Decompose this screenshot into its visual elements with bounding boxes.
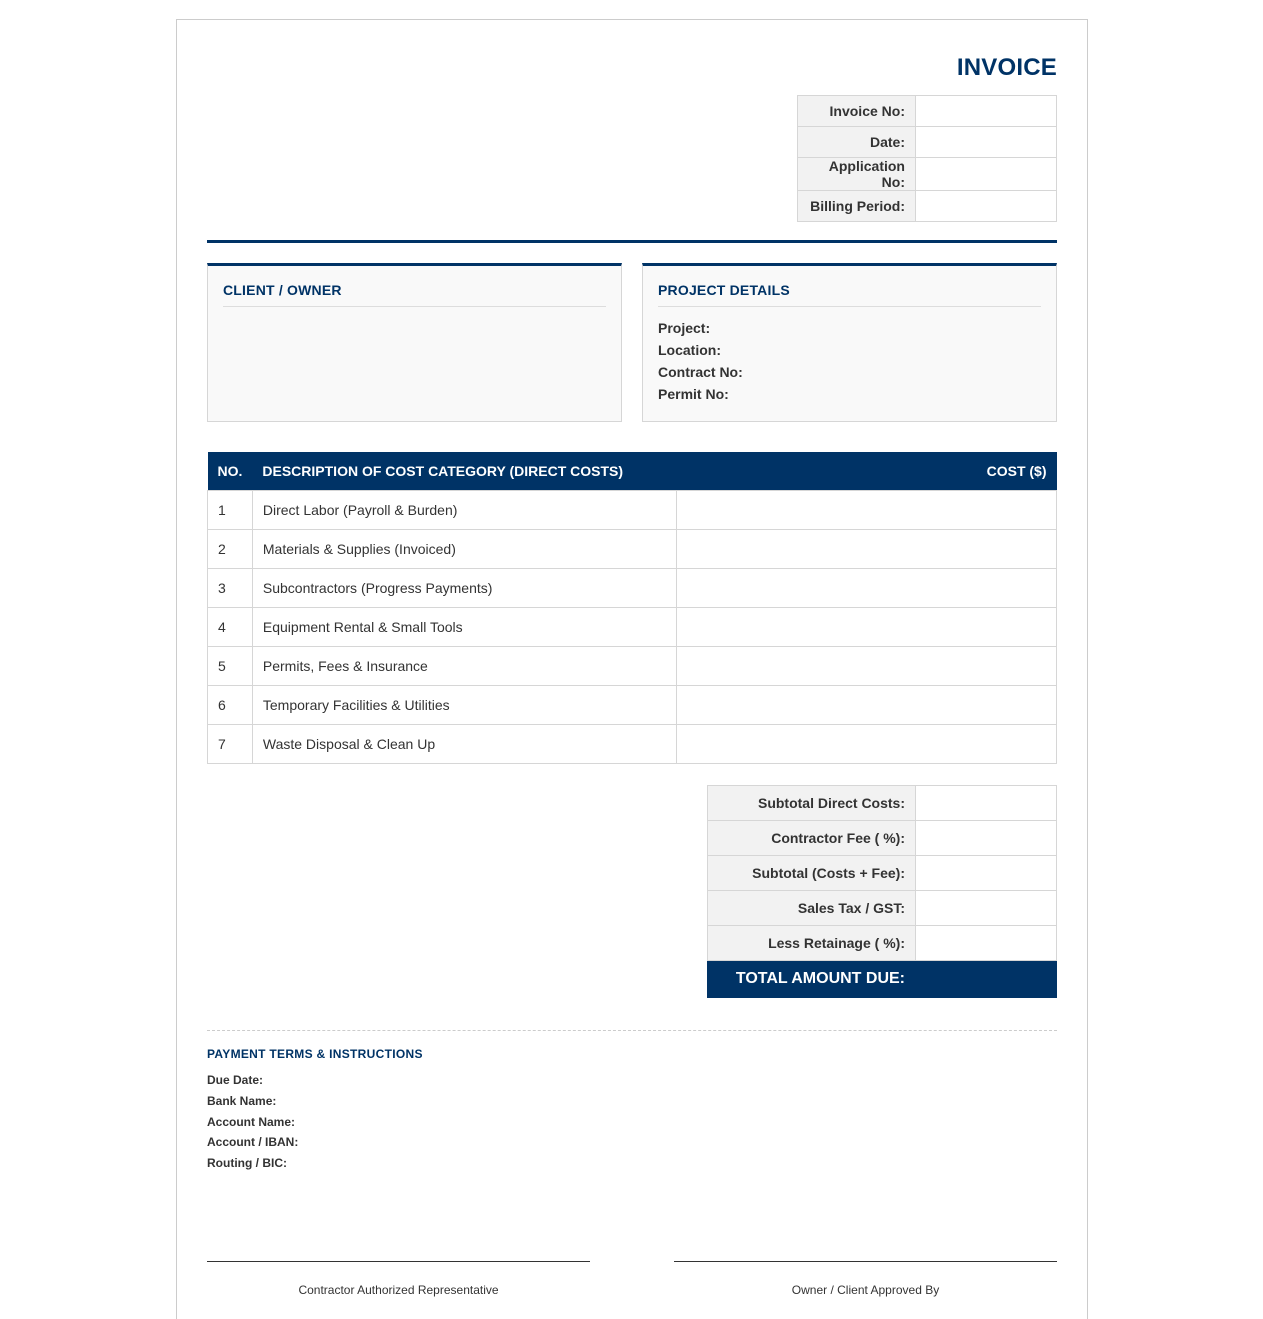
totals-label: Sales Tax / GST: (708, 891, 916, 926)
row-number: 2 (208, 529, 253, 568)
invoice-no-field[interactable] (916, 96, 1057, 127)
payment-terms-heading: PAYMENT TERMS & INSTRUCTIONS (207, 1047, 423, 1061)
contractor-signature-line[interactable] (207, 1261, 590, 1297)
totals-row-retainage (708, 926, 1057, 961)
subtotal-direct-costs-field[interactable] (916, 786, 1057, 821)
date-field[interactable] (916, 127, 1057, 158)
table-row (208, 607, 1057, 646)
owner-signature-line[interactable] (674, 1261, 1057, 1297)
row-description: Temporary Facilities & Utilities (252, 685, 676, 724)
row-cost-field[interactable] (676, 529, 1056, 568)
column-header-cost: COST ($) (676, 452, 1056, 490)
subtotal-costs-fee-field[interactable] (916, 856, 1057, 891)
table-row (208, 568, 1057, 607)
owner-signature-caption: Owner / Client Approved By (791, 1283, 940, 1297)
payment-fields (207, 1070, 298, 1174)
row-cost-field[interactable] (676, 568, 1056, 607)
project-details-box (642, 263, 1057, 422)
row-cost-field[interactable] (676, 685, 1056, 724)
retainage-field[interactable] (916, 926, 1057, 961)
totals-row-subtotal-direct (708, 786, 1057, 821)
total-amount-due-label: TOTAL AMOUNT DUE: (708, 961, 916, 998)
meta-row-application-no (798, 158, 1057, 191)
contractor-signature-caption: Contractor Authorized Representative (298, 1283, 499, 1297)
application-no-field[interactable] (916, 158, 1057, 191)
row-cost-field[interactable] (676, 607, 1056, 646)
payment-divider (207, 1030, 1057, 1031)
table-row (208, 490, 1057, 529)
total-amount-due-row (708, 961, 1057, 998)
row-number: 3 (208, 568, 253, 607)
row-description: Equipment Rental & Small Tools (252, 607, 676, 646)
totals-label: Subtotal (Costs + Fee): (708, 856, 916, 891)
row-number: 7 (208, 724, 253, 763)
table-row (208, 529, 1057, 568)
contractor-fee-field[interactable] (916, 821, 1057, 856)
location-field-label: Location: (658, 342, 721, 358)
column-header-no: NO. (208, 452, 253, 490)
meta-row-date (798, 127, 1057, 158)
billing-period-field[interactable] (916, 191, 1057, 222)
row-cost-field[interactable] (676, 646, 1056, 685)
cost-table (207, 452, 1057, 764)
routing-bic-label: Routing / BIC: (207, 1156, 287, 1171)
invoice-title: INVOICE (956, 54, 1057, 81)
contract-no-field-label: Contract No: (658, 364, 743, 380)
sales-tax-field[interactable] (916, 891, 1057, 926)
meta-label: Date: (798, 127, 916, 158)
row-description: Permits, Fees & Insurance (252, 646, 676, 685)
invoice-meta-table (797, 95, 1057, 222)
totals-row-subtotal-costs-fee (708, 856, 1057, 891)
meta-label: Application No: (798, 158, 916, 191)
totals-row-sales-tax (708, 891, 1057, 926)
row-description: Waste Disposal & Clean Up (252, 724, 676, 763)
column-header-description: DESCRIPTION OF COST CATEGORY (DIRECT COSTS) (252, 452, 676, 490)
meta-row-billing-period (798, 191, 1057, 222)
account-name-label: Account Name: (207, 1114, 296, 1129)
total-amount-due-field[interactable] (916, 961, 1057, 998)
row-cost-field[interactable] (676, 724, 1056, 763)
permit-no-field-label: Permit No: (658, 386, 729, 402)
row-number: 6 (208, 685, 253, 724)
totals-row-contractor-fee (708, 821, 1057, 856)
row-description: Subcontractors (Progress Payments) (252, 568, 676, 607)
row-description: Materials & Supplies (Invoiced) (252, 529, 676, 568)
cost-table-header (208, 452, 1057, 490)
project-fields (658, 317, 1041, 405)
header-divider (207, 240, 1057, 243)
meta-label: Billing Period: (798, 191, 916, 222)
bank-name-label: Bank Name: (207, 1093, 277, 1108)
totals-label: Subtotal Direct Costs: (708, 786, 916, 821)
row-number: 5 (208, 646, 253, 685)
project-field-label: Project: (658, 320, 711, 336)
account-iban-label: Account / IBAN: (207, 1135, 299, 1150)
client-owner-heading: CLIENT / OWNER (223, 282, 606, 307)
invoice-page (176, 19, 1088, 1319)
table-row (208, 724, 1057, 763)
meta-label: Invoice No: (798, 96, 916, 127)
meta-row-invoice-no (798, 96, 1057, 127)
row-number: 1 (208, 490, 253, 529)
row-description: Direct Labor (Payroll & Burden) (252, 490, 676, 529)
row-cost-field[interactable] (676, 490, 1056, 529)
due-date-label: Due Date: (207, 1073, 264, 1087)
totals-label: Less Retainage ( %): (708, 926, 916, 961)
row-number: 4 (208, 607, 253, 646)
table-row (208, 646, 1057, 685)
client-owner-box (207, 263, 622, 422)
totals-table (707, 785, 1057, 998)
totals-label: Contractor Fee ( %): (708, 821, 916, 856)
table-row (208, 685, 1057, 724)
project-details-heading: PROJECT DETAILS (658, 282, 1041, 307)
